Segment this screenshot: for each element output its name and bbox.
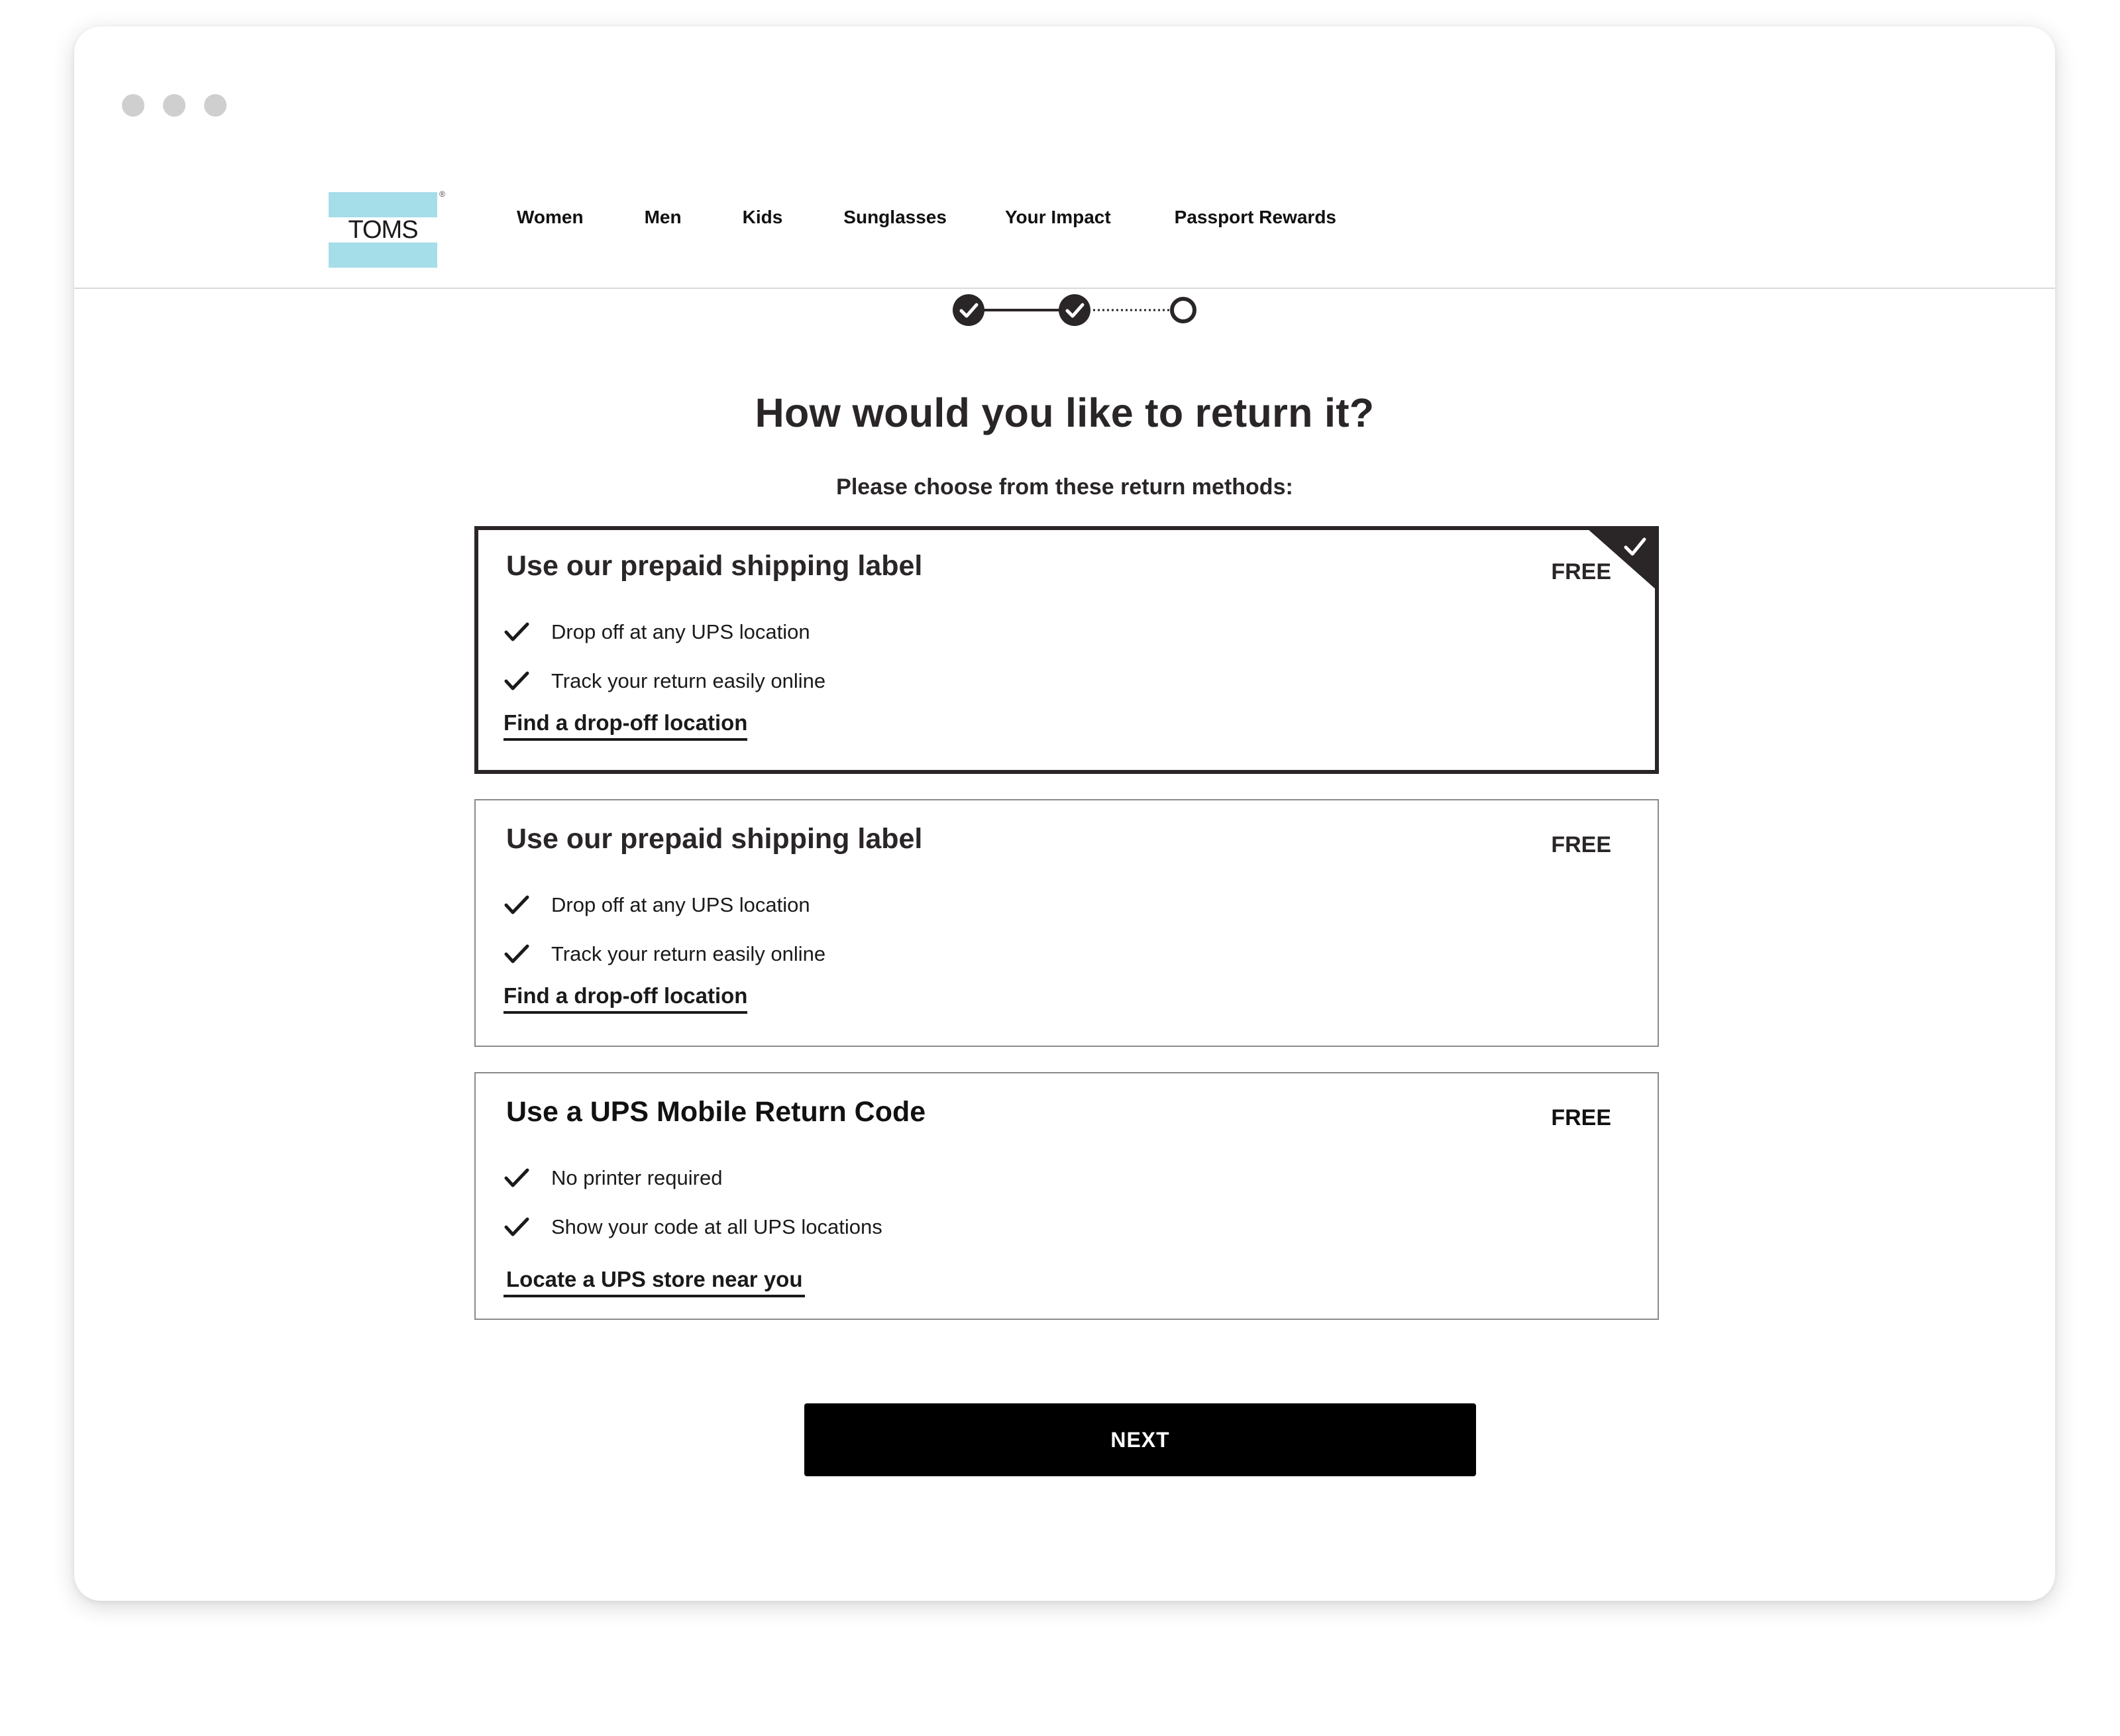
main-nav	[517, 207, 1336, 228]
locate-ups-store-link[interactable]: Locate a UPS store near you	[504, 1267, 805, 1297]
return-method-card-prepaid-label-selected[interactable]	[474, 526, 1659, 774]
logo-registered-mark: ®	[439, 190, 445, 199]
window-maximize-dot[interactable]	[204, 94, 227, 117]
method-title: Use a UPS Mobile Return Code	[506, 1096, 926, 1128]
checkmark-icon	[504, 1214, 530, 1240]
feature-text: Drop off at any UPS location	[551, 893, 810, 916]
method-price: FREE	[1551, 559, 1611, 584]
checkmark-icon	[504, 941, 530, 967]
nav-item-women[interactable]: Women	[517, 207, 584, 227]
return-method-card-prepaid-label[interactable]	[474, 799, 1659, 1047]
toms-logo[interactable]	[329, 190, 445, 268]
page-subtitle: Please choose from these return methods:	[836, 474, 1293, 500]
next-button[interactable]: NEXT	[804, 1403, 1476, 1476]
method-price: FREE	[1551, 832, 1611, 857]
feature-text: No printer required	[551, 1166, 723, 1189]
window-close-dot[interactable]	[122, 94, 144, 117]
method-price: FREE	[1551, 1105, 1611, 1130]
method-feature	[504, 940, 825, 969]
browser-window	[74, 27, 2055, 1601]
method-title: Use our prepaid shipping label	[506, 823, 923, 855]
method-feature	[504, 891, 810, 920]
method-feature	[504, 667, 825, 696]
method-feature	[504, 1164, 722, 1193]
nav-item-your-impact[interactable]: Your Impact	[1004, 207, 1111, 227]
nav-item-passport-rewards[interactable]: Passport Rewards	[1174, 207, 1336, 227]
progress-stepper	[942, 289, 1207, 331]
feature-text: Track your return easily online	[551, 942, 826, 965]
window-minimize-dot[interactable]	[163, 94, 186, 117]
method-title: Use our prepaid shipping label	[506, 550, 923, 582]
step-1-complete-icon	[953, 294, 984, 326]
site-header	[74, 166, 2055, 289]
checkmark-icon	[504, 668, 530, 694]
find-drop-off-link[interactable]: Find a drop-off location	[504, 710, 747, 741]
feature-text: Drop off at any UPS location	[551, 620, 810, 643]
feature-text: Track your return easily online	[551, 669, 826, 692]
checkmark-icon	[504, 1165, 530, 1191]
checkmark-icon	[504, 892, 530, 918]
step-3-pending-icon	[1172, 299, 1194, 321]
logo-text: TOMS	[348, 215, 418, 244]
checkmark-icon	[504, 619, 530, 645]
nav-item-sunglasses[interactable]: Sunglasses	[843, 207, 947, 227]
nav-item-men[interactable]: Men	[644, 207, 682, 227]
step-2-complete-icon	[1059, 294, 1090, 326]
method-feature	[504, 1213, 882, 1242]
page-title: How would you like to return it?	[755, 390, 1375, 435]
find-drop-off-link[interactable]: Find a drop-off location	[504, 983, 747, 1014]
feature-text: Show your code at all UPS locations	[551, 1215, 882, 1238]
nav-item-kids[interactable]: Kids	[742, 207, 783, 227]
return-method-card-ups-mobile-code[interactable]	[474, 1072, 1659, 1320]
method-feature	[504, 618, 810, 647]
